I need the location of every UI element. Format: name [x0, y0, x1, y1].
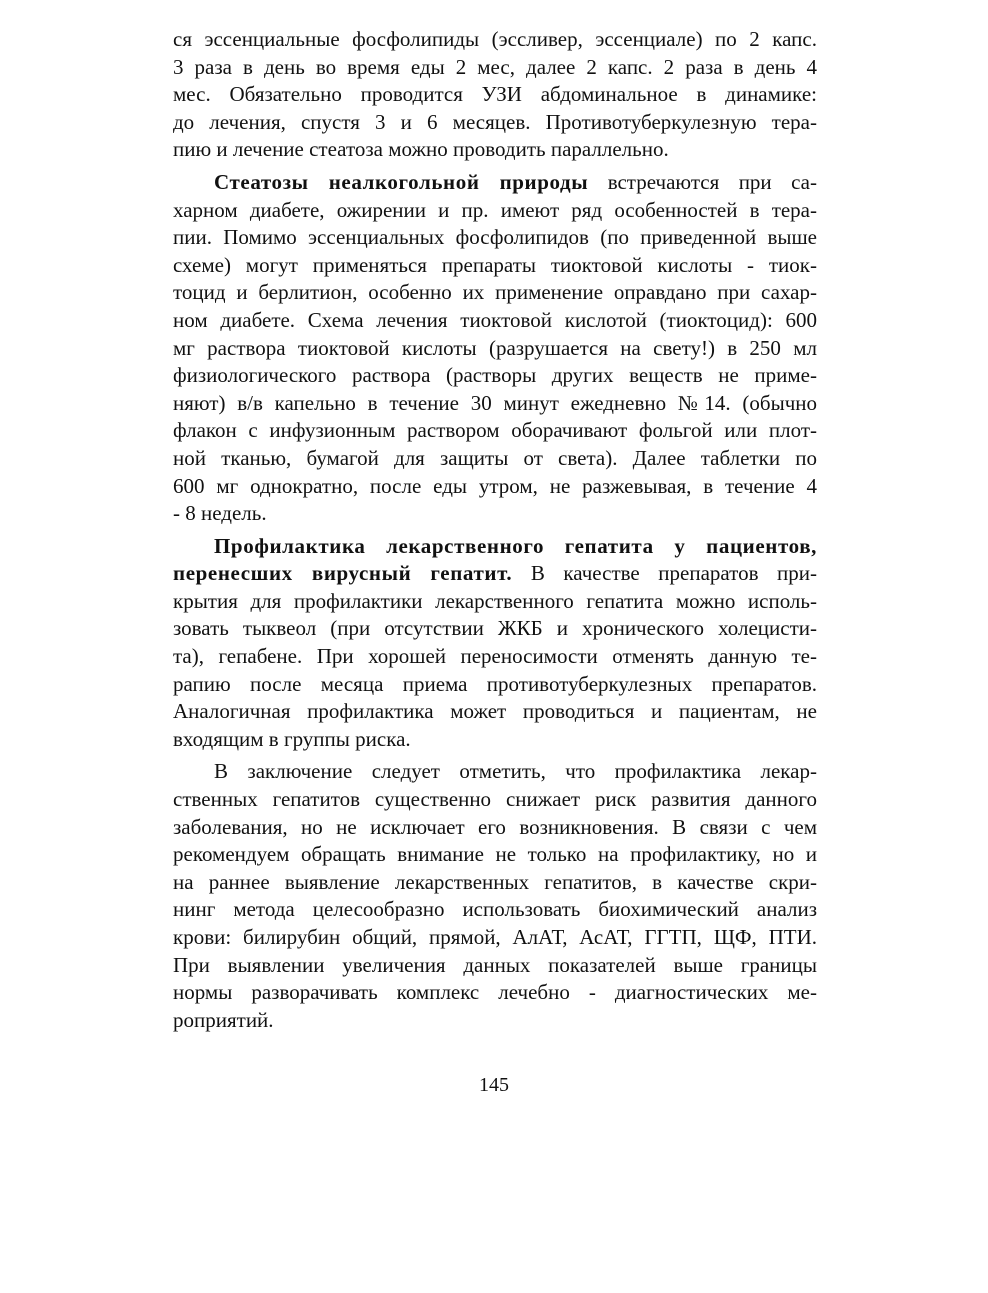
- text-line: заболевания, но не исключает его возникновения. В связи с чем: [173, 814, 817, 839]
- section-heading-prophylaxis: Профилактика лекарственного гепатита у пациентов,: [214, 533, 817, 558]
- text-line: входящим в группы риска.: [173, 726, 411, 751]
- paragraph-4: [173, 758, 817, 1034]
- text-line: харном диабете, ожирении и пр. имеют ряд особенностей в тера-: [173, 197, 817, 222]
- paragraph-2: [173, 169, 817, 528]
- text-line: роприятий.: [173, 1007, 274, 1032]
- text-line: Аналогичная профилактика может проводиться и пациентам, не: [173, 699, 817, 724]
- text-line: ся эссенциальные фосфолипиды (эссливер, эссенциале) по 2 капс.: [173, 27, 817, 51]
- text-line: крытия для профилактики лекарственного гепатита можно исполь-: [173, 588, 817, 613]
- text-line: рапию после месяца приема противотуберкулезных препаратов.: [173, 671, 817, 696]
- text-line: схеме) могут применяться препараты тиоктовой кислоты - тиок-: [173, 252, 817, 277]
- text-line: ственных гепатитов существенно снижает риск развития данного: [173, 787, 817, 812]
- text-line: нинг метода целесообразно использовать биохимический анализ: [173, 897, 817, 922]
- text-line: [173, 533, 817, 561]
- text-line: флакон с инфузионным раствором оборачивают фольгой или плот-: [173, 418, 817, 443]
- paragraph-3: [173, 533, 817, 754]
- text-line: При выявлении увеличения данных показателей выше границы: [173, 952, 817, 977]
- text-line: [173, 560, 817, 588]
- text-line: [173, 169, 817, 197]
- text-line: ной тканью, бумагой для защиты от света). Далее таблетки по: [173, 445, 817, 470]
- text-line: до лечения, спустя 3 и 6 месяцев. Противотуберкулезную тера-: [173, 109, 817, 134]
- text-line: пии. Помимо эссенциальных фосфолипидов (по приведенной выше: [173, 225, 817, 250]
- text-line: ном диабете. Схема лечения тиоктовой кислотой (тиоктоцид): 600: [173, 307, 817, 332]
- text-line: та), гепабене. При хорошей переносимости отменять данную те-: [173, 644, 817, 669]
- text-run: В качестве препаратов при-: [512, 561, 817, 586]
- text-line: зовать тыквеол (при отсутствии ЖКБ и хронического холецисти-: [173, 616, 817, 641]
- text-line: физиологического раствора (растворы других веществ не приме-: [173, 363, 817, 388]
- page-text: [173, 26, 817, 1039]
- text-line: няют) в/в капельно в течение 30 минут ежедневно №14. (обычно: [173, 390, 817, 415]
- text-line: тоцид и берлитион, особенно их применение оправдано при сахар-: [173, 280, 817, 305]
- text-line: нормы разворачивать комплекс лечебно - диагностических ме-: [173, 980, 817, 1005]
- text-line: крови: билирубин общий, прямой, АлАТ, АсАТ, ГГТП, ЩФ, ПТИ.: [173, 925, 817, 949]
- text-line: 600 мг однократно, после еды утром, не разжевывая, в течение 4: [173, 473, 817, 498]
- text-line: на раннее выявление лекарственных гепатитов, в качестве скри-: [173, 869, 817, 894]
- text-line: - 8 недель.: [173, 501, 267, 526]
- page-number: 145: [479, 1074, 509, 1096]
- section-heading-steatosis: Стеатозы неалкогольной природы: [214, 169, 589, 194]
- text-line: 3 раза в день во время еды 2 мес, далее 2 капс. 2 раза в день 4: [173, 54, 817, 79]
- text-line: В заключение следует отметить, что профилактика лекар-: [214, 759, 817, 784]
- text-run: встречаются при са-: [588, 169, 818, 194]
- text-line: пию и лечение стеатоза можно проводить параллельно.: [173, 137, 669, 162]
- section-heading-prophylaxis-cont: перенесших вирусный гепатит.: [173, 561, 513, 586]
- text-line: мес. Обязательно проводится УЗИ абдоминальное в динамике:: [173, 82, 817, 107]
- text-line: рекомендуем обращать внимание не только на профилактику, но и: [173, 842, 817, 867]
- paragraph-1: [173, 26, 817, 164]
- text-line: мг раствора тиоктовой кислоты (разрушается на свету!) в 250 мл: [173, 335, 817, 360]
